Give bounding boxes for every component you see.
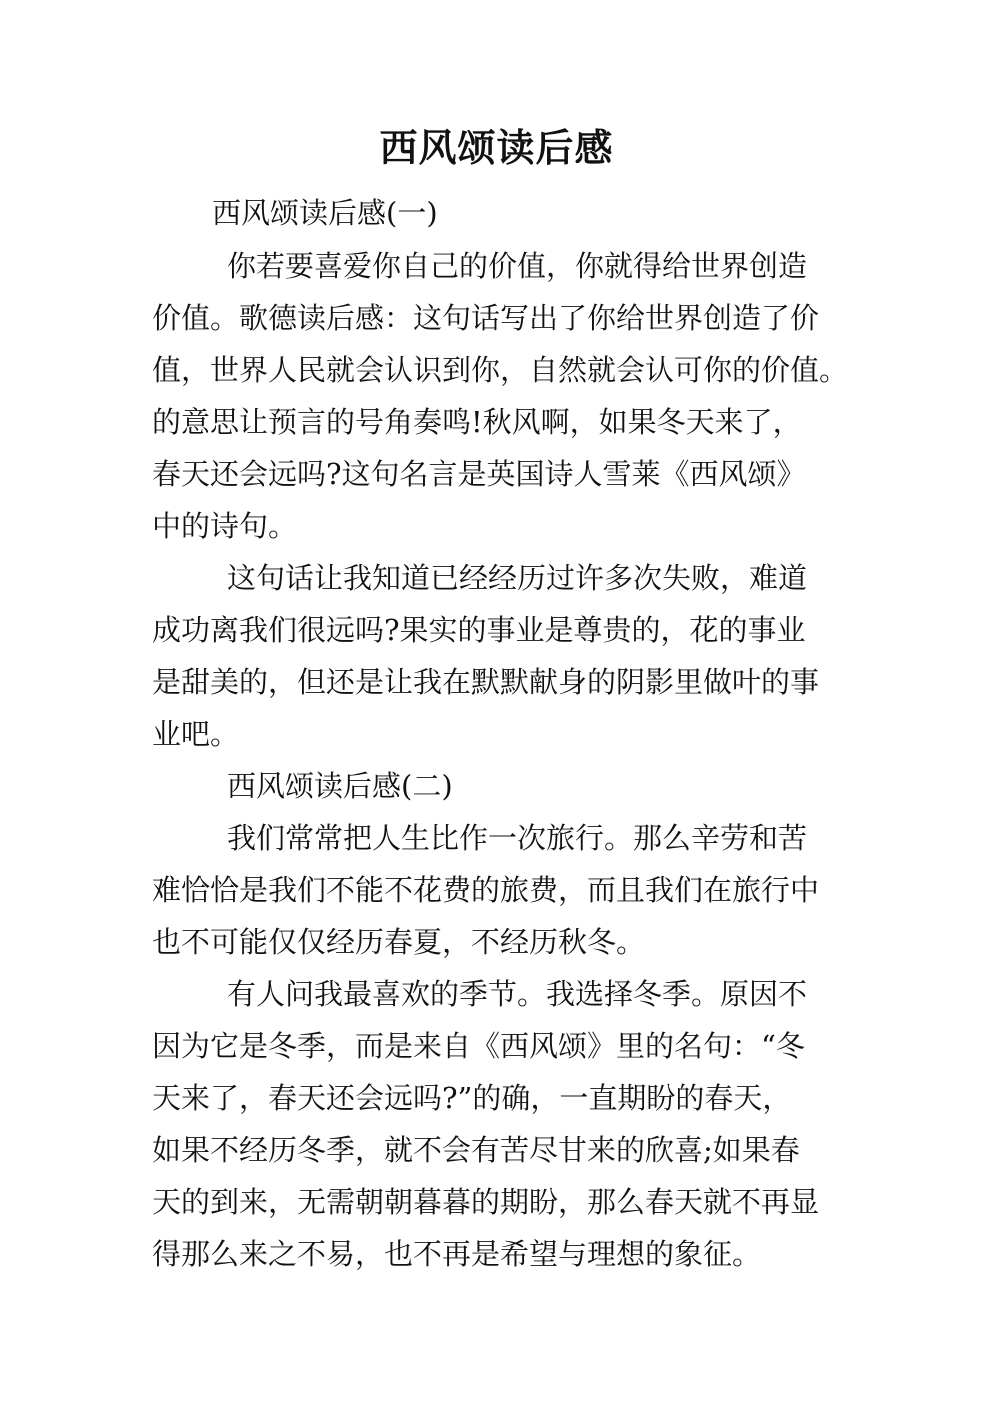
document-title: 西风颂读后感 bbox=[379, 125, 614, 170]
paragraph-line: 我们常常把人生比作一次旅行。那么辛劳和苦 bbox=[227, 821, 808, 855]
paragraph-line: 的意思让预言的号角奏鸣!秋风啊，如果冬天来了， bbox=[152, 405, 802, 439]
paragraph-line: 天来了，春天还会远吗?”的确，一直期盼的春天， bbox=[152, 1081, 792, 1115]
paragraph-line: 如果不经历冬季，就不会有苦尽甘来的欣喜;如果春 bbox=[152, 1133, 800, 1167]
section-heading-1: 西风颂读后感(一) bbox=[212, 196, 438, 230]
paragraph-line: 价值。歌德读后感：这句话写出了你给世界创造了价 bbox=[152, 301, 820, 335]
section-heading-2: 西风颂读后感(二) bbox=[227, 769, 453, 803]
paragraph-line: 值，世界人民就会认识到你，自然就会认可你的价值。 bbox=[152, 353, 849, 387]
paragraph-line: 因为它是冬季，而是来自《西风颂》里的名句：“冬 bbox=[152, 1029, 805, 1063]
paragraph-line: 中的诗句。 bbox=[152, 509, 298, 543]
paragraph-line: 成功离我们很远吗?果实的事业是尊贵的，花的事业 bbox=[152, 613, 806, 647]
paragraph-line: 你若要喜爱你自己的价值，你就得给世界创造 bbox=[227, 249, 808, 283]
paragraph-line: 也不可能仅仅经历春夏，不经历秋冬。 bbox=[152, 925, 646, 959]
paragraph-line: 春天还会远吗?这句名言是英国诗人雪莱《西风颂》 bbox=[152, 457, 806, 491]
paragraph-line: 难恰恰是我们不能不花费的旅费，而且我们在旅行中 bbox=[152, 873, 820, 907]
paragraph-line: 得那么来之不易，也不再是希望与理想的象征。 bbox=[152, 1237, 762, 1271]
paragraph-line: 是甜美的，但还是让我在默默献身的阴影里做叶的事 bbox=[152, 665, 820, 699]
paragraph-line: 业吧。 bbox=[152, 717, 240, 751]
paragraph-line: 这句话让我知道已经经历过许多次失败，难道 bbox=[227, 561, 808, 595]
paragraph-line: 天的到来，无需朝朝暮暮的期盼，那么春天就不再显 bbox=[152, 1185, 820, 1219]
paragraph-line: 有人问我最喜欢的季节。我选择冬季。原因不 bbox=[227, 977, 808, 1011]
